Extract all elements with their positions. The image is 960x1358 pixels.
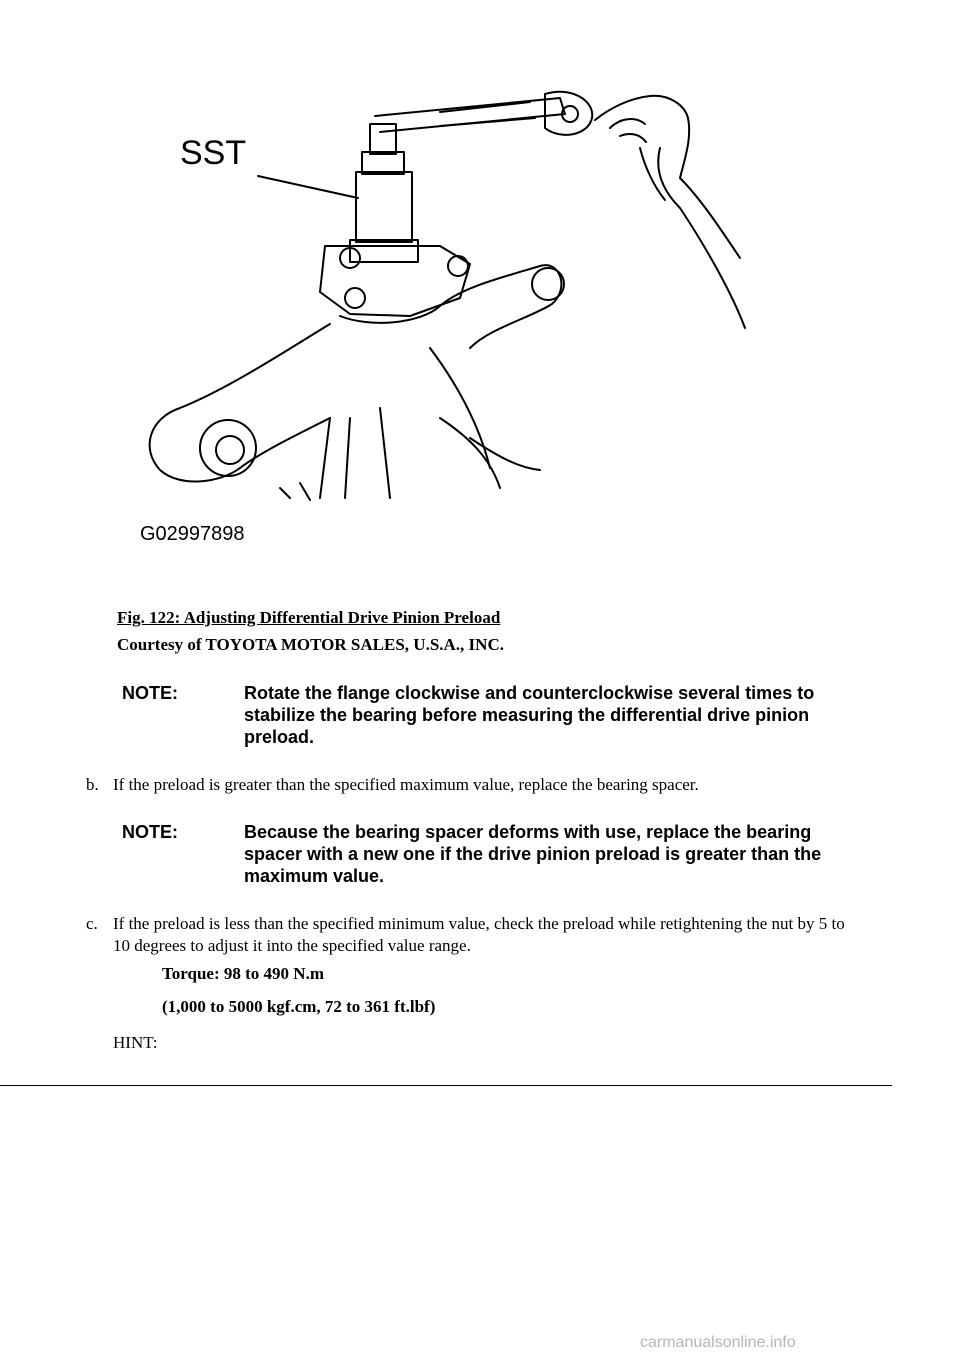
figure-courtesy: Courtesy of TOYOTA MOTOR SALES, U.S.A., INC. [117, 635, 504, 654]
figure-code: G02997898 [140, 523, 245, 545]
note-text: Because the bearing spacer deforms with use, replace the bearing spacer with a new one if the drive pinion preload is greater than the maximum value. [244, 822, 822, 886]
note-text: Rotate the flange clockwise and counterclockwise several times to stabilize the bearing before measuring the differential drive pinion preload. [244, 683, 815, 747]
step-marker: b. [86, 775, 99, 794]
pinion-preload-illustration [140, 88, 760, 548]
sst-leader-line [258, 176, 358, 198]
step-text: If the preload is less than the specified minimum value, check the preload while retightening the nut by 5 to 10 degrees to adjust it into the specified value range. [113, 914, 845, 955]
torque-spec-alt-units: (1,000 to 5000 kgf.cm, 72 to 361 ft.lbf) [162, 997, 436, 1016]
step-marker: c. [86, 914, 98, 933]
note-label: NOTE: [122, 683, 178, 703]
sst-label: SST [180, 134, 247, 172]
page-divider [0, 1085, 892, 1086]
step-text: If the preload is greater than the specified maximum value, replace the bearing spacer. [113, 775, 699, 794]
figure-caption: Fig. 122: Adjusting Differential Drive Pinion Preload [117, 608, 501, 627]
torque-spec: Torque: 98 to 490 N.m [162, 964, 324, 983]
hint-label: HINT: [113, 1033, 158, 1052]
site-watermark: carmanualsonline.info [640, 1334, 796, 1351]
note-label: NOTE: [122, 822, 178, 842]
